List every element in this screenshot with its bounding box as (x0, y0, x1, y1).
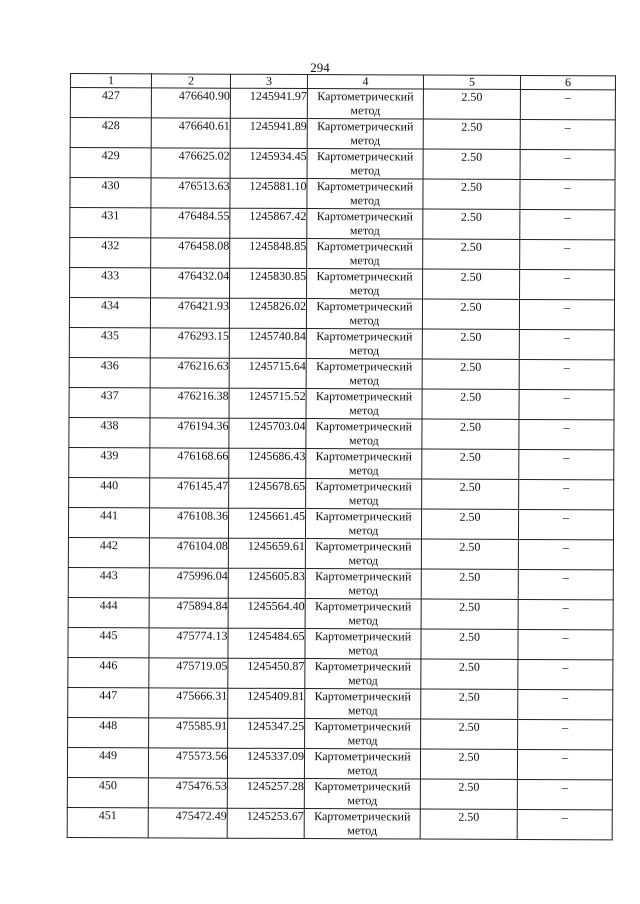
note-cell: – (518, 569, 613, 599)
table-row (70, 238, 615, 270)
coordinate-x: 476484.55 (151, 208, 230, 238)
column-header: 1 (70, 74, 151, 88)
point-number: 448 (68, 717, 149, 747)
point-number: 436 (69, 357, 150, 387)
coordinate-x: 476104.08 (149, 538, 228, 568)
table-row (67, 747, 612, 779)
point-number: 439 (69, 447, 150, 477)
coordinate-y: 1245257.28 (227, 778, 304, 808)
note-cell: – (519, 419, 614, 449)
point-number: 431 (70, 208, 151, 238)
accuracy-cell: 2.50 (423, 239, 520, 269)
table-row (69, 387, 614, 419)
accuracy-cell: 2.50 (422, 419, 519, 449)
coordinate-x: 476513.63 (151, 178, 230, 208)
table-row (70, 88, 615, 120)
method-cell: Картометрический метод (305, 509, 421, 540)
coordinate-y: 1245347.25 (228, 718, 305, 748)
table-row (68, 567, 613, 599)
note-cell: – (520, 89, 615, 119)
method-cell: Картометрический метод (307, 149, 423, 180)
point-number: 433 (70, 268, 151, 298)
method-cell: Картометрический метод (307, 239, 423, 270)
coordinate-x: 476625.02 (151, 148, 230, 178)
method-cell: Картометрический метод (307, 119, 423, 150)
coordinate-x: 476168.66 (150, 448, 229, 478)
table-row (70, 208, 615, 240)
column-header: 5 (423, 75, 520, 89)
accuracy-cell: 2.50 (423, 269, 520, 299)
accuracy-cell: 2.50 (423, 89, 520, 119)
accuracy-cell: 2.50 (422, 479, 519, 509)
point-number: 434 (69, 298, 150, 328)
accuracy-cell: 2.50 (421, 719, 518, 749)
coordinate-y: 1245934.45 (230, 148, 307, 178)
method-cell: Картометрический метод (307, 179, 423, 210)
method-cell: Картометрический метод (306, 299, 422, 330)
accuracy-cell: 2.50 (421, 539, 518, 569)
coordinate-y: 1245253.67 (227, 808, 304, 838)
table-row (69, 417, 614, 449)
coordinate-y: 1245703.04 (229, 418, 306, 448)
accuracy-cell: 2.50 (421, 569, 518, 599)
coordinate-y: 1245659.61 (228, 538, 305, 568)
accuracy-cell: 2.50 (422, 449, 519, 479)
table-row (69, 327, 614, 359)
note-cell: – (517, 809, 612, 839)
accuracy-cell: 2.50 (420, 749, 517, 779)
table-body (67, 88, 615, 840)
coordinate-x: 476458.08 (151, 238, 230, 268)
point-number: 446 (68, 657, 149, 687)
method-cell: Картометрический метод (304, 779, 420, 810)
method-cell: Картометрический метод (305, 659, 421, 690)
method-cell: Картометрический метод (306, 419, 422, 450)
coordinate-x: 476194.36 (150, 418, 229, 448)
coordinate-x: 476145.47 (150, 478, 229, 508)
method-cell: Картометрический метод (305, 689, 421, 720)
method-cell: Картометрический метод (306, 359, 422, 390)
coordinate-x: 476216.38 (150, 388, 229, 418)
coordinate-x: 475894.84 (149, 598, 228, 628)
coordinate-y: 1245740.84 (229, 328, 306, 358)
method-cell: Картометрический метод (306, 389, 422, 420)
point-number: 428 (70, 118, 151, 148)
coordinate-x: 476421.93 (150, 298, 229, 328)
coordinate-y: 1245715.64 (229, 358, 306, 388)
point-number: 435 (69, 327, 150, 357)
method-cell: Картометрический метод (306, 329, 422, 360)
table-row (67, 777, 612, 809)
note-cell: – (519, 449, 614, 479)
coordinate-y: 1245678.65 (229, 478, 306, 508)
coordinate-y: 1245881.10 (230, 178, 307, 208)
table-row (68, 687, 613, 719)
method-cell: Картометрический метод (304, 749, 420, 780)
note-cell: – (520, 209, 615, 239)
table-row (67, 807, 612, 839)
point-number: 437 (69, 387, 150, 417)
method-cell: Картометрический метод (305, 569, 421, 600)
table-row (68, 597, 613, 629)
coordinate-x: 475774.13 (149, 628, 228, 658)
accuracy-cell: 2.50 (423, 119, 520, 149)
note-cell: – (519, 299, 614, 329)
accuracy-cell: 2.50 (422, 299, 519, 329)
table-row (70, 268, 615, 300)
coordinate-x: 476432.04 (151, 268, 230, 298)
coordinate-y: 1245450.87 (228, 658, 305, 688)
note-cell: – (518, 599, 613, 629)
column-header: 4 (307, 75, 423, 90)
accuracy-cell: 2.50 (423, 179, 520, 209)
coordinate-x: 475476.53 (148, 778, 227, 808)
method-cell: Картометрический метод (304, 809, 420, 840)
point-number: 443 (68, 567, 149, 597)
coordinate-y: 1245941.89 (230, 118, 307, 148)
column-header: 6 (520, 75, 615, 89)
coordinate-y: 1245564.40 (228, 598, 305, 628)
table-row (70, 118, 615, 150)
table-row (69, 477, 614, 509)
note-cell: – (519, 479, 614, 509)
point-number: 432 (70, 238, 151, 268)
method-cell: Картометрический метод (307, 269, 423, 300)
coordinate-y: 1245848.85 (230, 238, 307, 268)
accuracy-cell: 2.50 (420, 779, 517, 809)
point-number: 444 (68, 597, 149, 627)
note-cell: – (517, 779, 612, 809)
note-cell: – (519, 329, 614, 359)
table-row (69, 447, 614, 479)
coordinate-x: 476640.90 (151, 88, 230, 118)
column-header: 2 (151, 74, 230, 88)
point-number: 447 (68, 687, 149, 717)
coordinate-y: 1245715.52 (229, 388, 306, 418)
coordinate-y: 1245661.45 (228, 508, 305, 538)
table-row (68, 717, 613, 749)
accuracy-cell: 2.50 (421, 659, 518, 689)
method-cell: Картометрический метод (305, 599, 421, 630)
table-row (70, 178, 615, 210)
note-cell: – (517, 749, 612, 779)
table-row (69, 298, 614, 330)
note-cell: – (518, 539, 613, 569)
column-header: 3 (230, 74, 307, 88)
point-number: 451 (67, 807, 148, 837)
accuracy-cell: 2.50 (420, 809, 517, 839)
note-cell: – (519, 359, 614, 389)
point-number: 445 (68, 627, 149, 657)
method-cell: Картометрический метод (305, 539, 421, 570)
accuracy-cell: 2.50 (422, 389, 519, 419)
point-number: 441 (68, 507, 149, 537)
accuracy-cell: 2.50 (421, 629, 518, 659)
accuracy-cell: 2.50 (423, 209, 520, 239)
coordinate-x: 476293.15 (150, 328, 229, 358)
note-cell: – (520, 269, 615, 299)
coordinate-x: 476108.36 (149, 508, 228, 538)
table-row (68, 537, 613, 569)
accuracy-cell: 2.50 (422, 359, 519, 389)
coordinate-x: 476640.61 (151, 118, 230, 148)
table-row (70, 148, 615, 180)
accuracy-cell: 2.50 (421, 599, 518, 629)
point-number: 442 (68, 537, 149, 567)
note-cell: – (520, 149, 615, 179)
note-cell: – (520, 179, 615, 209)
table-row (69, 357, 614, 389)
coordinate-y: 1245941.97 (230, 88, 307, 118)
coordinate-y: 1245830.85 (230, 268, 307, 298)
accuracy-cell: 2.50 (421, 509, 518, 539)
method-cell: Картометрический метод (305, 629, 421, 660)
note-cell: – (518, 629, 613, 659)
accuracy-cell: 2.50 (423, 149, 520, 179)
point-number: 440 (69, 477, 150, 507)
note-cell: – (519, 389, 614, 419)
coordinate-y: 1245826.02 (229, 298, 306, 328)
method-cell: Картометрический метод (307, 89, 423, 120)
coordinate-x: 476216.63 (150, 358, 229, 388)
coordinate-y: 1245867.42 (230, 208, 307, 238)
note-cell: – (518, 719, 613, 749)
note-cell: – (518, 689, 613, 719)
table-row (68, 507, 613, 539)
note-cell: – (520, 119, 615, 149)
method-cell: Картометрический метод (306, 479, 422, 510)
method-cell: Картометрический метод (307, 209, 423, 240)
point-number: 450 (67, 777, 148, 807)
accuracy-cell: 2.50 (422, 329, 519, 359)
coordinate-x: 475666.31 (149, 688, 228, 718)
coordinate-x: 475573.56 (148, 748, 227, 778)
point-number: 430 (70, 178, 151, 208)
coordinate-y: 1245605.83 (228, 568, 305, 598)
coordinate-x: 475585.91 (149, 718, 228, 748)
coordinates-table (67, 73, 616, 840)
point-number: 429 (70, 148, 151, 178)
method-cell: Картометрический метод (305, 719, 421, 750)
coordinate-y: 1245337.09 (227, 748, 304, 778)
point-number: 449 (67, 747, 148, 777)
coordinate-y: 1245484.65 (228, 628, 305, 658)
table-row (68, 657, 613, 689)
point-number: 438 (69, 417, 150, 447)
page-number: 294 (310, 60, 330, 75)
note-cell: – (518, 659, 613, 689)
table-row (68, 627, 613, 659)
coordinate-y: 1245409.81 (228, 688, 305, 718)
coordinate-x: 475472.49 (148, 808, 227, 838)
note-cell: – (518, 509, 613, 539)
coordinate-x: 475996.04 (149, 568, 228, 598)
coordinate-x: 475719.05 (149, 658, 228, 688)
coordinate-y: 1245686.43 (229, 448, 306, 478)
method-cell: Картометрический метод (306, 449, 422, 480)
note-cell: – (520, 239, 615, 269)
accuracy-cell: 2.50 (421, 689, 518, 719)
point-number: 427 (70, 88, 151, 118)
